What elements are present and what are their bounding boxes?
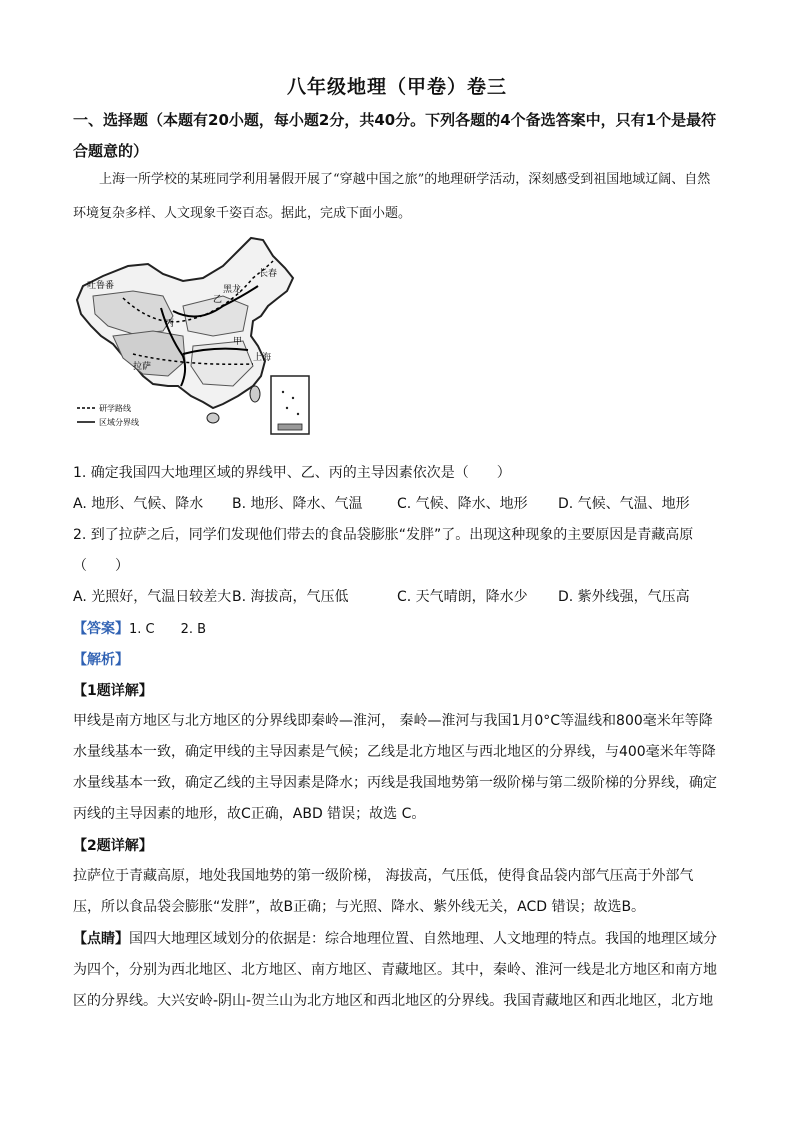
question-2-stem-cont: （ ）: [73, 558, 129, 574]
question-1-stem: 1. 确定我国四大地理区域的界线甲、乙、丙的主导因素依次是（ ）: [73, 465, 511, 481]
q1-option-d[interactable]: D. 气候、气温、地形: [558, 496, 690, 512]
detail2-text: 拉萨位于青藏高原，地处我国地势的第一级阶梯， 海拔高，气压低，使得食品袋内部气压高于外部气压，所以食品袋会膨胀“发胖”，故B正确；与光照、降水、紫外线无关，ACD 错误；故选B。: [73, 868, 694, 915]
map-label-turpan: 吐鲁番: [87, 281, 115, 291]
tips-tag: 【点睛】: [73, 931, 129, 947]
q2-option-d[interactable]: D. 紫外线强，气压高: [558, 589, 690, 605]
page-title: 八年级地理（甲卷）卷三: [286, 76, 507, 98]
q1-option-c[interactable]: C. 气候、降水、地形: [397, 496, 528, 512]
map-label-heilong: 黑龙: [223, 285, 242, 295]
q2-option-b[interactable]: B. 海拔高，气压低: [232, 589, 349, 605]
analysis-row: [73, 650, 723, 670]
answer-tag: 【答案】: [73, 621, 129, 637]
map-label-changchun: 长春: [259, 269, 278, 279]
q1-option-a[interactable]: A. 地形、气候、降水: [73, 496, 204, 512]
detail1-text: 甲线是南方地区与北方地区的分界线即秦岭—淮河， 秦岭—淮河与我国1月0°C等温线和800毫米年等降水量线基本一致，确定甲线的主导因素是气候；乙线是北方地区与西北地区的分界线，与400毫米年等降水量线基本一致，确定乙线的主导因素是降水；丙线是我国地势第一级阶梯与第二级阶梯的分界线，确定丙线的主导因素的地形，故C正确，ABD 错误；故选 C。: [73, 713, 717, 822]
china-map-figure: [73, 236, 323, 444]
answer-text: 1. C 2. B: [129, 622, 207, 637]
analysis-tag: 【解析】: [73, 652, 129, 668]
q2-option-a[interactable]: A. 光照好，气温日较差大: [73, 589, 232, 605]
map-label-jia: 甲: [233, 337, 243, 347]
map-label-bing: 丙: [165, 319, 175, 329]
map-label-shanghai: 上海: [253, 353, 272, 363]
map-label-lhasa: 拉萨: [133, 362, 152, 372]
intro-paragraph: 上海一所学校的某班同学利用暑假开展了“穿越中国之旅”的地理研学活动，深刻感受到祖国地域辽阔、自然环境复杂多样、人文现象千姿百态。据此，完成下面小题。: [73, 172, 711, 221]
china-map: [73, 236, 323, 444]
detail1-tag: 【1题详解】: [73, 683, 153, 699]
legend-boundary-label: 区域分界线: [99, 418, 139, 427]
map-label-yi: 乙: [213, 295, 223, 305]
section-heading: 一、选择题（本题有20小题，每小题2分，共40分。下列各题的4个备选答案中，只有1个是最符合题意的）: [73, 111, 717, 160]
q1-option-b[interactable]: B. 地形、降水、气温: [232, 496, 363, 512]
legend-route-label: 研学路线: [99, 404, 131, 413]
tips-text: 国四大地理区域划分的依据是：综合地理位置、自然地理、人文地理的特点。我国的地理区域分为四个，分别为西北地区、北方地区、南方地区、青藏地区。其中，秦岭、淮河一线是北方地区和南方地区的分界线。大兴安岭-阴山-贺兰山为北方地区和西北地区的分界线。我国青藏地区和西北地区，北方地: [73, 931, 717, 1009]
tips-paragraph: [73, 924, 721, 1017]
detail2-tag: 【2题详解】: [73, 838, 153, 854]
answer-row: [73, 619, 723, 640]
question-2-stem: 2. 到了拉萨之后，同学们发现他们带去的食品袋膨胀“发胖”了。出现这种现象的主要原因是青藏高原: [73, 527, 694, 543]
q2-option-c[interactable]: C. 天气晴朗，降水少: [397, 589, 528, 605]
